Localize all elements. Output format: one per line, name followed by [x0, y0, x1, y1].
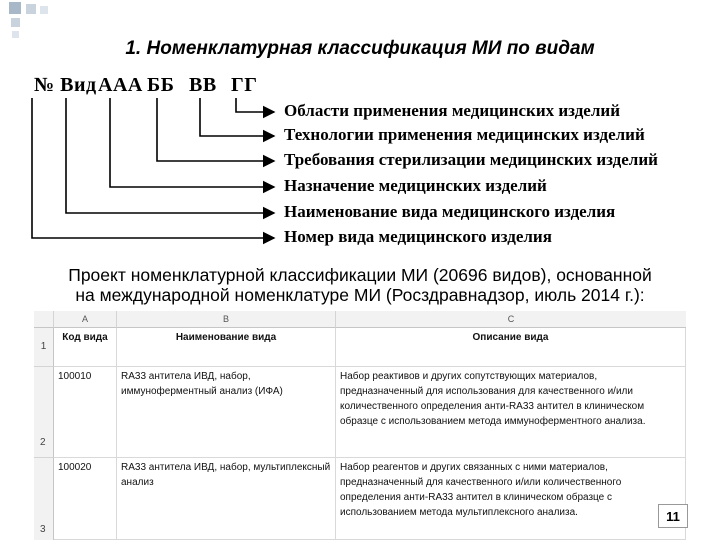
code-part-vv: ВВ: [189, 74, 217, 96]
connector-gg: [236, 98, 274, 112]
cell-name[interactable]: RA33 антитела ИВД, набор, мультиплексный анализ: [117, 458, 336, 540]
column-header-c[interactable]: C: [336, 311, 686, 328]
page-number: 11: [658, 504, 688, 528]
subtitle-line-1: Проект номенклатурной классификации МИ (20696 видов), основанной: [68, 265, 652, 285]
column-header-a[interactable]: A: [54, 311, 117, 328]
slide-title: 1. Номенклатурная классификация МИ по видам: [125, 38, 595, 59]
cell-description[interactable]: Набор реагентов и других связанных с ними материалов, предназначенный для качественного и/или количественного определения анти-RA33 антител в клиническом образце с использованием метода мультиплексного анализа.: [336, 458, 686, 540]
label-kind-number: Номер вида медицинского изделия: [284, 227, 552, 246]
connector-vv: [200, 98, 274, 136]
code-part-bb: ББ: [147, 74, 175, 96]
cell-description[interactable]: Набор реактивов и других сопутствующих материалов, предназначенный для использования для качественного и/или количественного определения анти-RA33 антител в клиническом образце с использованием метода иммуноферментного анализа.: [336, 367, 686, 458]
cell-code[interactable]: 100010: [54, 367, 117, 458]
code-part-aaa: ААА: [98, 74, 143, 96]
header-code[interactable]: Код вида: [54, 328, 117, 367]
label-purpose: Назначение медицинских изделий: [284, 176, 547, 195]
code-part-gg: ГГ: [231, 74, 258, 96]
row-header-3[interactable]: [34, 458, 54, 540]
label-application-technology: Технологии применения медицинских изделий: [284, 125, 645, 144]
subtitle: [0, 265, 720, 305]
row-number: 2: [40, 437, 46, 448]
connector-bb: [157, 98, 274, 161]
label-kind-name: Наименование вида медицинского изделия: [284, 202, 616, 221]
row-header-2[interactable]: [34, 367, 54, 458]
header-name[interactable]: Наименование вида: [117, 328, 336, 367]
cell-name[interactable]: RA33 антитела ИВД, набор, иммуноферментный анализ (ИФА): [117, 367, 336, 458]
label-application-area: Области применения медицинских изделий: [284, 101, 620, 120]
corner-cell: [34, 311, 54, 328]
row-number: 3: [40, 524, 46, 535]
spreadsheet: [34, 311, 686, 540]
row-number: 1: [40, 341, 47, 352]
code-part-number-kind: № Вид: [34, 74, 97, 96]
subtitle-line-2: на международной номенклатуре МИ (Росздравнадзор, июль 2014 г.):: [75, 285, 645, 305]
connector-number: [32, 98, 274, 238]
label-sterilization: Требования стерилизации медицинских изделий: [284, 150, 658, 169]
header-description[interactable]: Описание вида: [336, 328, 686, 367]
column-header-b[interactable]: B: [117, 311, 336, 328]
cell-code[interactable]: 100020: [54, 458, 117, 540]
row-header-1[interactable]: [34, 328, 54, 367]
connector-kind: [66, 98, 274, 213]
